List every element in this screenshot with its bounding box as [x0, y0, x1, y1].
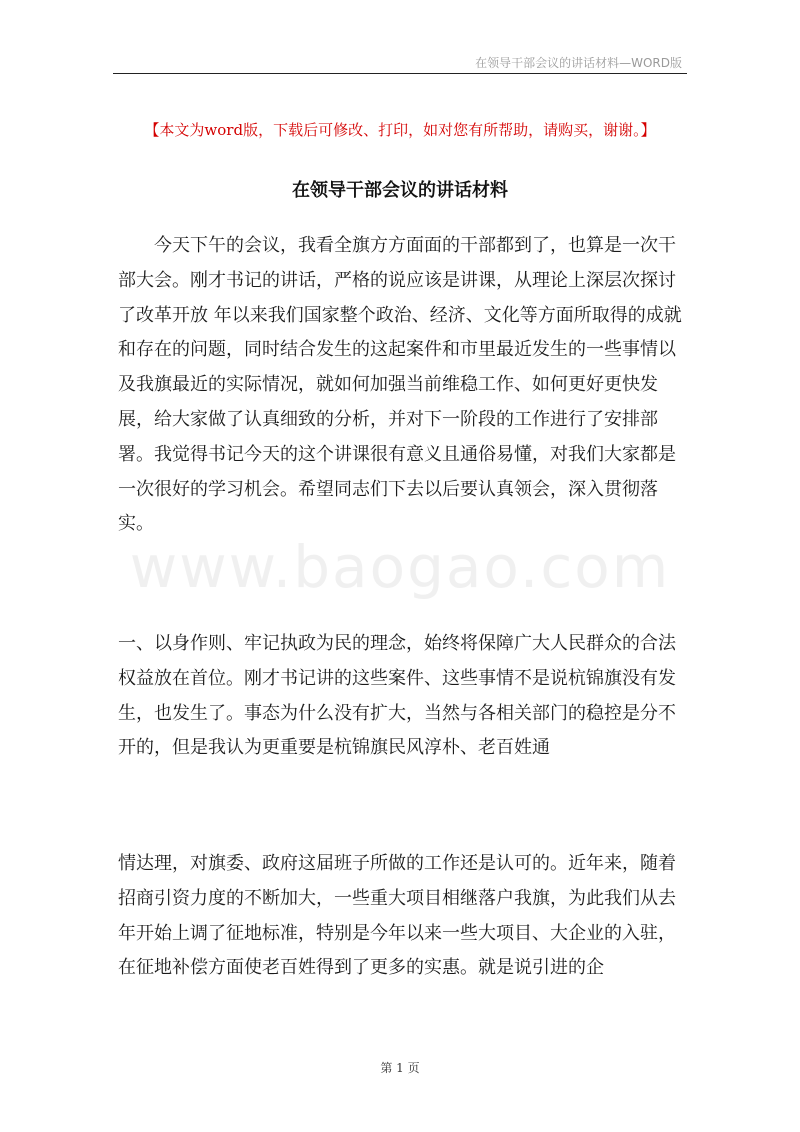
document-title: 在领导干部会议的讲话材料 — [292, 180, 508, 201]
paragraph-continuation: 情达理，对旗委、政府这届班子所做的工作还是认可的。近年来，随着招商引资力度的不断加大，一些重大项目相继落户我旗，为此我们从去年开始上调了征地标准，特别是今年以来一些大项目、大企业的入驻，在征地补偿方面使老百姓得到了更多的实惠。就是说引进的企 — [118, 853, 676, 979]
header-divider — [113, 73, 687, 74]
paragraph-intro: 今天下午的会议，我看全旗方方面面的干部都到了，也算是一次干部大会。刚才书记的讲话，严格的说应该是讲课，从理论上深层次探讨了改革开放 年以来我们国家整个政治、经济、文化等方面所取得的成就和存在的问题，同时结合发生的这起案件和市里最近发生的一些事情以及我旗最近的实际情况，就如何加强当前维稳工作、如何更好更快发展，给大家做了认真细致的分析，并对下一阶段的工作进行了安排部署。我觉得书记今天的这个讲课很有意义且通俗易懂，对我们大家都是一次很好的学习机会。希望同志们下去以后要认真领会，深入贯彻落实。 — [118, 235, 682, 535]
running-header: 在领导干部会议的讲话材料—WORD版 — [475, 56, 682, 70]
watermark-text: www.baogao.com — [129, 533, 671, 601]
purchase-notice: 【本文为word版，下载后可修改、打印，如对您有所帮助，请购买，谢谢。】 — [144, 121, 656, 139]
page-number: 第 1 页 — [380, 1061, 420, 1075]
paragraph-section-one: 一、以身作则、牢记执政为民的理念，始终将保障广大人民群众的合法权益放在首位。刚才书记讲的这些案件、这些事情不是说杭锦旗没有发生，也发生了。事态为什么没有扩大，当然与各相关部门的稳控是分不开的，但是我认为更重要是杭锦旗民风淳朴、老百姓通 — [118, 633, 676, 759]
